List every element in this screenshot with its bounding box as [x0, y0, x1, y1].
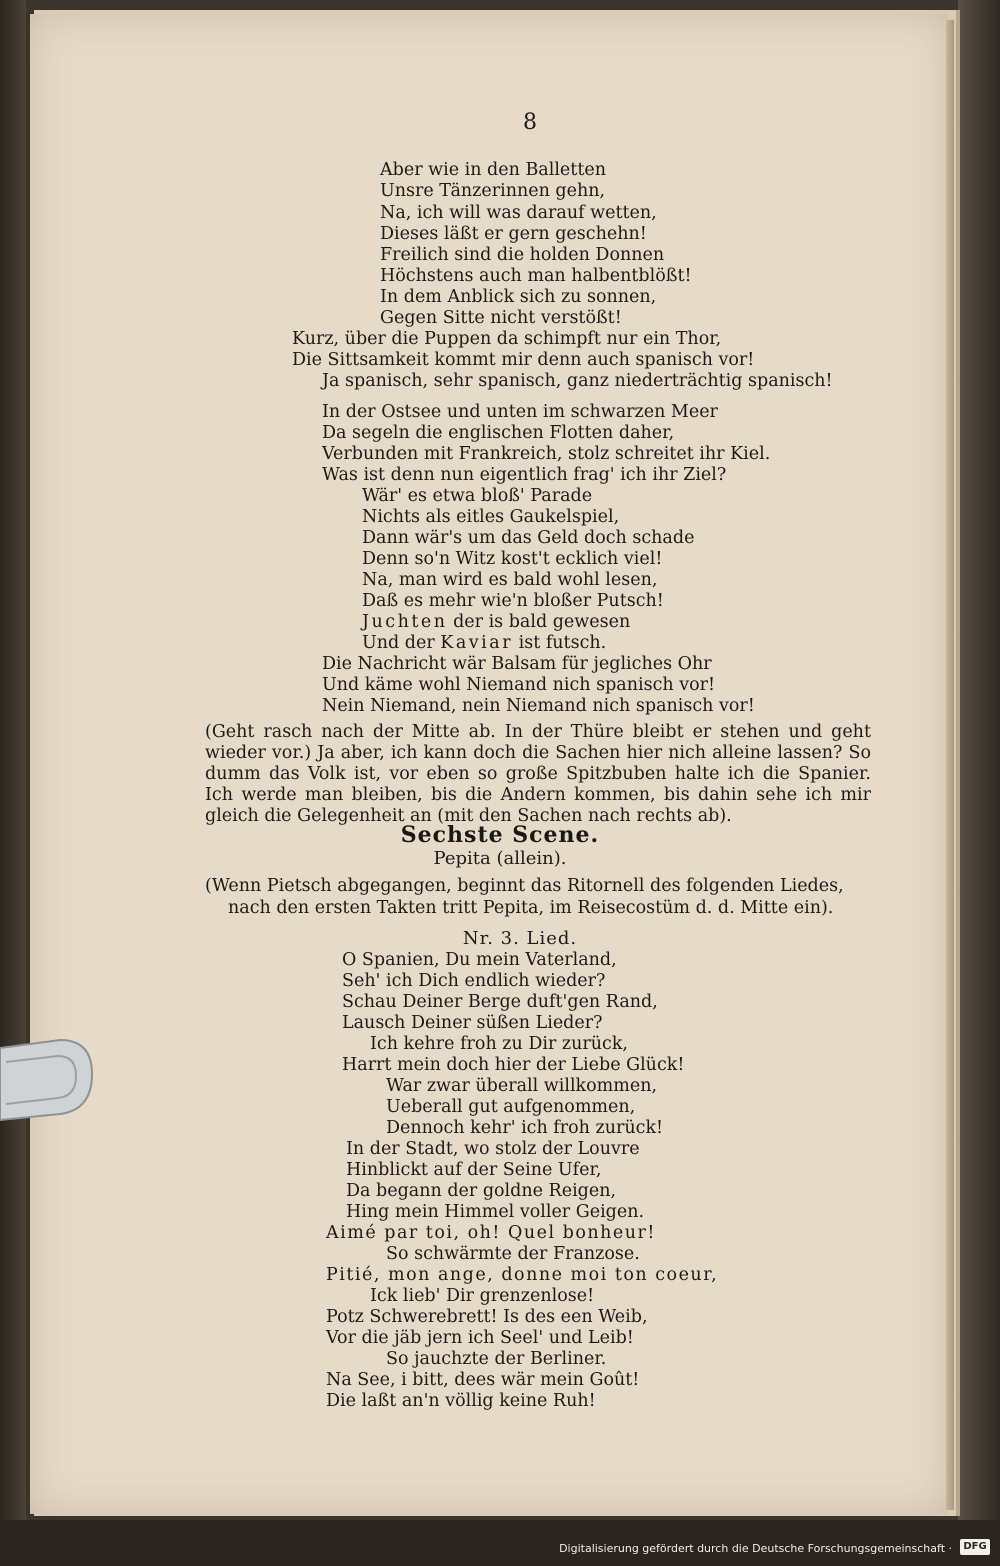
prose-paragraph: (Geht rasch nach der Mitte ab. In der Thüre bleibt er stehen und geht wieder vor.) Ja aber, ich kann doch die Sachen hier nich alleine lassen? So dumm das Volk ist, vor eben so große Spitzbuben halte ich die Spanier. Ich werde man bleiben, bis die Andern kommen, bis dahin sehe ich mir gleich die Gelegenheit an (mit den Sachen nach rechts ab).: [205, 721, 871, 826]
verse-fragment: Und der: [362, 633, 441, 653]
verse-line: Die Sittsamkeit kommt mir denn auch spanisch vor!: [292, 350, 755, 370]
song-line: In der Stadt, wo stolz der Louvre: [346, 1139, 640, 1159]
song-line: Die laßt an'n völlig keine Ruh!: [326, 1391, 596, 1411]
verse-line: Unsre Tänzerinnen gehn,: [380, 181, 606, 201]
song-line: Hinblickt auf der Seine Ufer,: [346, 1160, 602, 1180]
song-line: So jauchzte der Berliner.: [386, 1349, 607, 1369]
verse-line: Was ist denn nun eigentlich frag' ich ihr Ziel?: [322, 465, 727, 485]
scan-background-left: [0, 0, 26, 1566]
dfg-logo: DFG: [960, 1539, 990, 1555]
verse-fragment: ist futsch.: [513, 633, 607, 653]
verse-line: Gegen Sitte nicht verstößt!: [380, 308, 622, 328]
song-title: Nr. 3. Lied.: [462, 928, 578, 949]
page-number: 8: [523, 110, 537, 135]
verse-fragment: der is bald gewesen: [447, 612, 631, 632]
song-line: Vor die jäb jern ich Seel' und Leib!: [326, 1328, 634, 1348]
verse-line: Wär' es etwa bloß' Parade: [362, 486, 593, 506]
verse-line: Da segeln die englischen Flotten daher,: [322, 423, 675, 443]
verse-line: Denn so'n Witz kost't ecklich viel!: [362, 549, 663, 569]
verse-line: Verbunden mit Frankreich, stolz schreitet ihr Kiel.: [322, 444, 771, 464]
verse-line: Dann wär's um das Geld doch schade: [362, 528, 695, 548]
verse-line: [362, 612, 630, 633]
scene-character: Pepita (allein).: [433, 848, 567, 869]
digitization-credit: Digitalisierung gefördert durch die Deutsche Forschungsgemeinschaft ·: [559, 1542, 952, 1555]
song-line: Da begann der goldne Reigen,: [346, 1181, 617, 1201]
verse-refrain: Ja spanisch, sehr spanisch, ganz niederträchtig spanisch!: [322, 371, 833, 391]
verse-line: Na, ich will was darauf wetten,: [380, 203, 657, 223]
song-line: Na See, i bitt, dees wär mein Goût!: [326, 1370, 640, 1390]
emphasized-word: Kaviar: [440, 633, 514, 653]
song-line-french: Aimé par toi, oh! Quel bonheur!: [326, 1223, 656, 1243]
page-edge: [946, 20, 954, 1510]
stage-direction: nach den ersten Takten tritt Pepita, im Reisecostüm d. d. Mitte ein).: [228, 898, 834, 918]
emphasized-word: Juchten: [362, 612, 448, 632]
stage-direction: (Wenn Pietsch abgegangen, beginnt das Ritornell des folgenden Liedes,: [205, 876, 844, 896]
verse-line: [362, 633, 606, 654]
verse-line: Na, man wird es bald wohl lesen,: [362, 570, 658, 590]
verse-line: Nein Niemand, nein Niemand nich spanisch vor!: [322, 696, 755, 716]
verse-line: Und käme wohl Niemand nich spanisch vor!: [322, 675, 716, 695]
verse-line: Daß es mehr wie'n bloßer Putsch!: [362, 591, 664, 611]
verse-line: Freilich sind die holden Donnen: [380, 245, 665, 265]
song-line: Ick lieb' Dir grenzenlose!: [370, 1286, 595, 1306]
song-line: Harrt mein doch hier der Liebe Glück!: [342, 1055, 685, 1075]
song-line: O Spanien, Du mein Vaterland,: [342, 950, 617, 970]
verse-line: Höchstens auch man halbentblößt!: [380, 266, 692, 286]
song-line: Ich kehre froh zu Dir zurück,: [370, 1034, 628, 1054]
song-line: Potz Schwerebrett! Is des een Weib,: [326, 1307, 648, 1327]
song-line: So schwärmte der Franzose.: [386, 1244, 640, 1264]
song-line-french: Pitié, mon ange, donne moi ton coeur,: [326, 1265, 719, 1285]
scan-background-right: [958, 0, 1000, 1566]
verse-line: Die Nachricht wär Balsam für jegliches Ohr: [322, 654, 712, 674]
song-line: Schau Deiner Berge duft'gen Rand,: [342, 992, 658, 1012]
verse-line: Nichts als eitles Gaukelspiel,: [362, 507, 620, 527]
song-line: Lausch Deiner süßen Lieder?: [342, 1013, 603, 1033]
song-line: War zwar überall willkommen,: [386, 1076, 658, 1096]
song-line: Ueberall gut aufgenommen,: [386, 1097, 636, 1117]
song-line: Seh' ich Dich endlich wieder?: [342, 971, 606, 991]
song-line: Dennoch kehr' ich froh zurück!: [386, 1118, 664, 1138]
song-line: Hing mein Himmel voller Geigen.: [346, 1202, 645, 1222]
scene-heading: Sechste Scene.: [400, 822, 600, 848]
verse-line: Dieses läßt er gern geschehn!: [380, 224, 647, 244]
verse-line: Aber wie in den Balletten: [380, 160, 606, 180]
paper-clip-icon: [0, 1018, 98, 1128]
verse-line: In dem Anblick sich zu sonnen,: [380, 287, 657, 307]
verse-line: In der Ostsee und unten im schwarzen Meer: [322, 402, 718, 422]
verse-line: Kurz, über die Puppen da schimpft nur ein Thor,: [292, 329, 722, 349]
